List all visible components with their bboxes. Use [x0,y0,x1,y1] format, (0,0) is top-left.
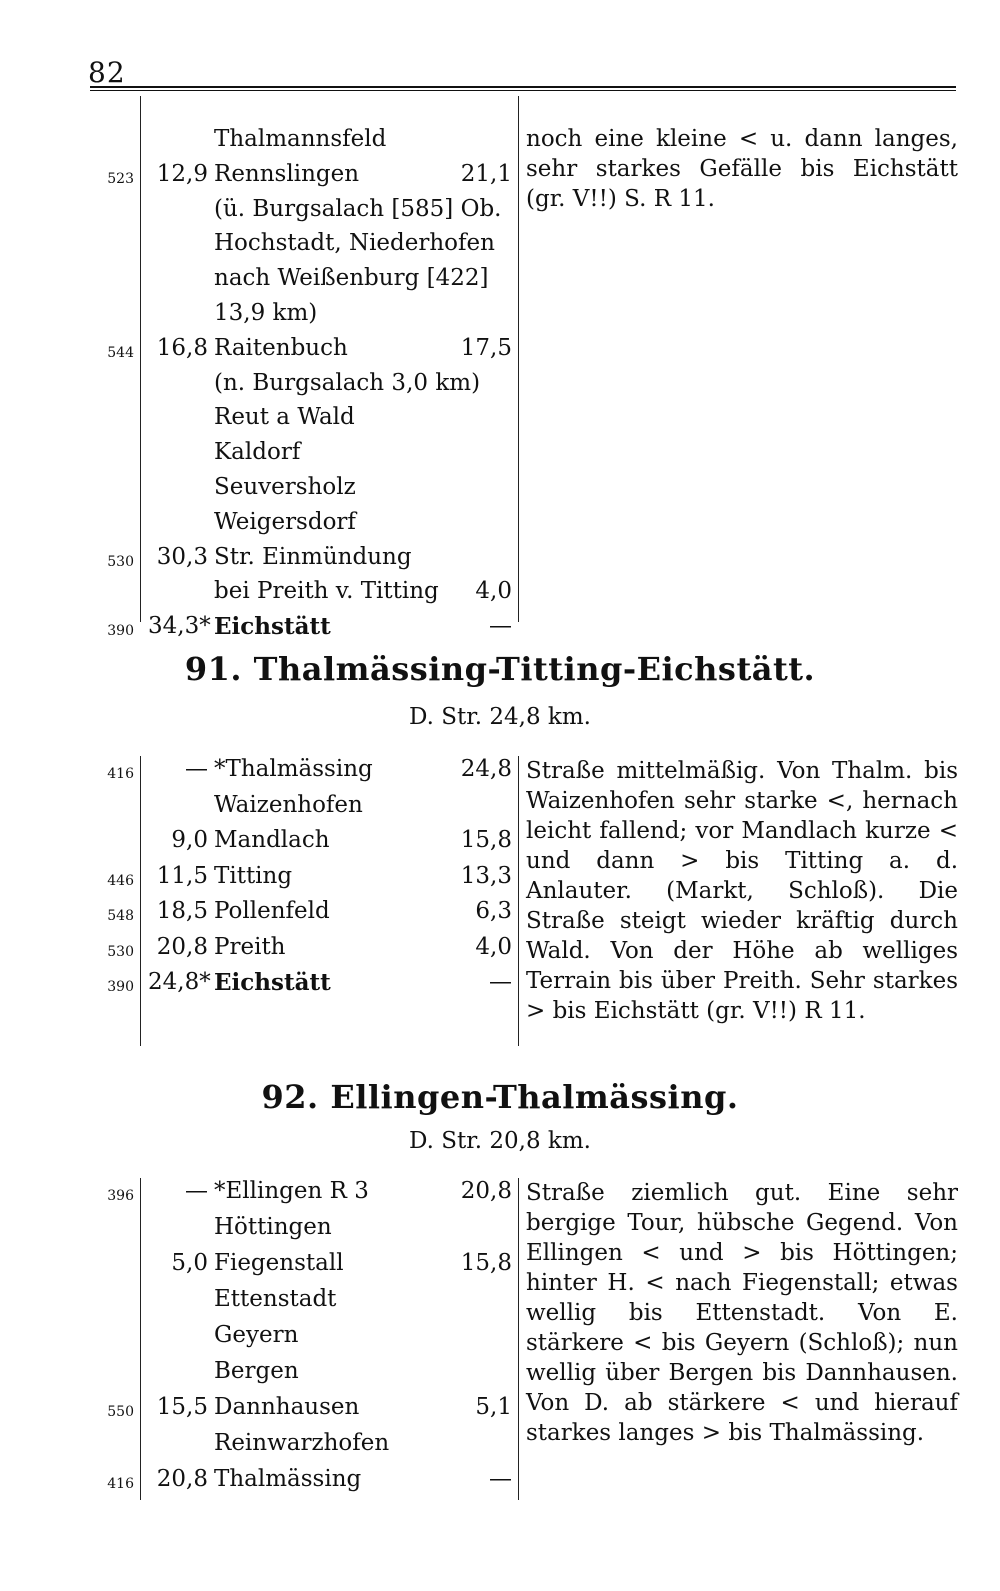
table-row [90,404,520,440]
place-name: Mandlach [214,827,330,853]
km-from-start: 11,5 [156,862,208,889]
table-row [90,1286,520,1322]
km-from-start: 30,3 [156,543,208,570]
km-from-start: 16,8 [156,334,208,361]
table-row [90,827,520,863]
place-name: *Thalmässing [214,756,373,782]
place-name: Waizenhofen [214,791,363,818]
table-row [90,613,520,649]
place-name: Reut a Wald [214,404,355,431]
altitude-value: 550 [107,1404,134,1420]
table-row [90,265,520,301]
place-name: Eichstätt [214,613,331,641]
km-to-end: — [489,613,512,640]
km-to-end: 13,3 [460,862,512,889]
altitude-value: 390 [107,979,134,995]
km-from-start: 20,8 [156,933,208,960]
route-subtitle: D. Str. 24,8 km. [409,704,591,730]
table-row [90,898,520,934]
place-name: nach Weißenburg [422] [214,265,489,292]
place-name: Rennslingen [214,160,360,187]
place-name: Seuversholz [214,474,356,500]
km-from-start: — [185,1178,208,1204]
altitude-value: 416 [107,766,134,782]
km-from-start: 9,0 [171,827,208,853]
table-row [90,1394,520,1430]
km-to-end: 6,3 [475,898,512,924]
table-row [90,126,520,162]
route-table-91 [90,756,960,1046]
route-table-continuation [90,96,960,641]
route-note: Straße ziemlich gut. Eine sehr bergige Tour, hübsche Gegend. Von Ellingen < und > bis Höttingen; hinter H. < nach Fiegenstall; etwas wellig bis Ettenstadt. Von E. stärkere < bis Geyern (Schloß); nun wellig über Bergen bis Dannhausen. Von D. ab stärkere < und hierauf starkes langes > bis Thalmässing. [526,1180,958,1446]
table-row [90,1466,520,1502]
place-name: Str. Einmündung [214,543,412,570]
place-name: Reinwarzhofen [214,1430,390,1456]
place-name: *Ellingen R 3 [214,1178,369,1204]
altitude-value: 416 [107,1476,134,1492]
km-from-start: 5,0 [171,1250,208,1276]
km-from-start: — [185,756,208,782]
km-to-end: 15,8 [460,1250,512,1276]
km-from-start: 15,5 [156,1394,208,1420]
table-row [90,161,520,197]
km-to-end: 5,1 [475,1394,512,1420]
km-to-end: — [489,969,512,995]
route-note: noch eine kleine < u. dann langes, sehr starkes Gefälle bis Eichstätt (gr. V!!) S. R 11. [526,126,958,212]
place-name: Ettenstadt [214,1286,337,1312]
table-row [90,969,520,1005]
table-row [90,578,520,614]
table-row [90,1358,520,1394]
km-to-end: — [489,1466,512,1492]
place-name: Höttingen [214,1214,332,1240]
place-name: Pollenfeld [214,898,330,924]
altitude-value: 390 [107,623,134,640]
table-row [90,863,520,899]
table-row [90,509,520,545]
km-to-end: 17,5 [460,334,512,361]
altitude-value: 523 [107,170,134,187]
route-subtitle: D. Str. 20,8 km. [409,1128,591,1154]
table-row [90,230,520,266]
place-name: Thalmannsfeld [214,126,387,152]
altitude-value: 530 [107,553,134,570]
table-row [90,934,520,970]
km-to-end: 4,0 [475,933,512,960]
table-row [90,1214,520,1250]
route-note: Straße mittelmäßig. Von Thalm. bis Waizenhofen sehr starke <, hernach leicht fallend; vor Mandlach kurze < und dann > bis Titting a. d. Anlauter. (Markt, Schloß). Die Straße steigt wieder kräftig durch Wald. Von der Höhe ab welliges Terrain bis über Preith. Sehr starkes > bis Eichstätt (gr. V!!) R 11. [526,758,958,1024]
place-name: Hochstadt, Niederhofen [214,230,495,257]
table-row [90,1322,520,1358]
place-name: Eichstätt [214,969,331,996]
km-to-end: 15,8 [460,827,512,853]
table-row [90,474,520,510]
route-table-92 [90,1178,960,1500]
route-title: 92. Ellingen-Thalmässing. [261,1078,739,1116]
place-name: Thalmässing [214,1466,362,1492]
km-from-start: 34,3* [148,613,211,640]
table-row [90,196,520,232]
table-row [90,335,520,371]
place-name: Weigersdorf [214,508,356,535]
page-number: 82 [88,56,126,89]
table-row [90,544,520,580]
km-from-start: 18,5 [156,898,208,924]
km-from-start: 20,8 [156,1466,208,1492]
table-row [90,1430,520,1466]
km-to-end: 21,1 [460,160,512,187]
table-row [90,439,520,475]
km-from-start: 12,9 [156,160,208,187]
place-name: Raitenbuch [214,334,348,361]
place-name: Bergen [214,1358,299,1384]
header-rule [90,86,956,91]
place-name: bei Preith v. Titting [214,578,439,605]
place-name: Geyern [214,1322,299,1348]
place-name: Titting [214,862,293,889]
table-row [90,792,520,828]
place-name: Kaldorf [214,439,301,466]
place-name: (n. Burgsalach 3,0 km) [214,369,481,396]
place-name: Dannhausen [214,1394,360,1420]
km-to-end: 20,8 [460,1178,512,1204]
km-to-end: 4,0 [475,578,512,605]
altitude-value: 446 [107,872,134,889]
route-title: 91. Thalmässing-Titting-Eichstätt. [184,650,816,688]
altitude-value: 396 [107,1188,134,1204]
km-to-end: 24,8 [460,756,512,782]
table-row [90,756,520,792]
table-row [90,1178,520,1214]
altitude-value: 530 [107,943,134,960]
km-from-start: 24,8* [148,969,211,995]
altitude-value: 544 [107,344,134,361]
table-row [90,1250,520,1286]
place-name: (ü. Burgsalach [585] Ob. [214,195,502,222]
place-name: 13,9 km) [214,300,318,326]
table-row [90,300,520,336]
altitude-value: 548 [107,908,134,924]
place-name: Preith [214,933,286,960]
table-row [90,370,520,406]
place-name: Fiegenstall [214,1250,344,1276]
